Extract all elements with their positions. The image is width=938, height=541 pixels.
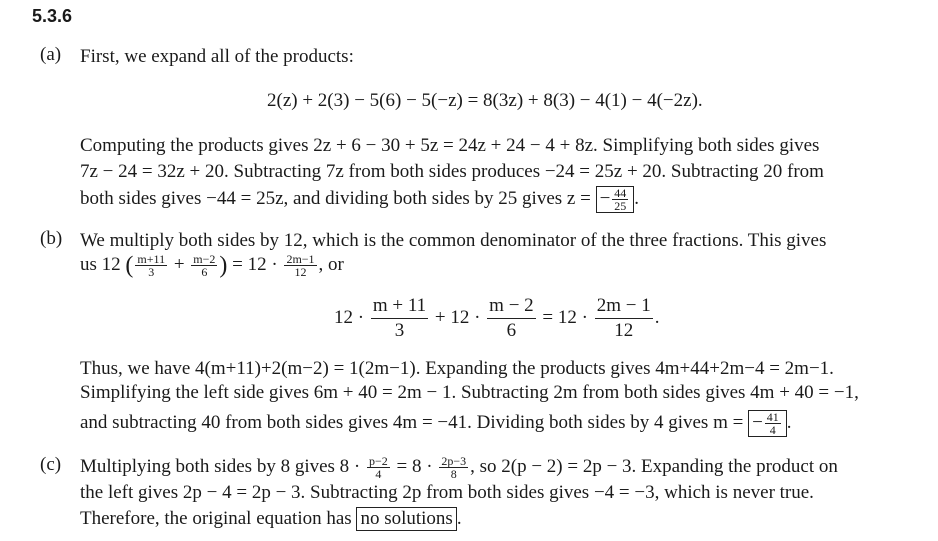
- part-b-line5-row: [80, 410, 916, 437]
- part-b-eq-mid: = 12 ·: [232, 254, 278, 275]
- part-a-line1: Computing the products gives 2z + 6 − 30 + 5z = 24z + 24 − 4 + 8z. Simplifying both sides gives: [80, 135, 820, 156]
- part-b-answer-box: [748, 410, 787, 437]
- part-b-disp-f3-num: 2m − 1: [595, 294, 653, 319]
- part-b-plus: +: [173, 254, 185, 275]
- part-c-mid: = 8 ·: [396, 456, 433, 477]
- part-b-line2-end: , or: [318, 254, 344, 275]
- part-a-line3: both sides gives −44 = 25z, and dividing both sides by 25 gives z =: [80, 188, 591, 209]
- part-b-f1-den: 3: [148, 265, 155, 280]
- part-b-disp-f1-num: m + 11: [371, 294, 428, 319]
- part-b-f1-num: m+11: [137, 252, 166, 267]
- part-c-line3-start: Therefore, the original equation has: [80, 508, 352, 529]
- part-a-equation: 2(z) + 2(3) − 5(6) − 5(−z) = 8(3z) + 8(3) − 4(1) − 4(−2z).: [267, 90, 703, 111]
- part-b-label: (b): [40, 228, 63, 249]
- section-number: 5.3.6: [32, 6, 73, 26]
- part-a-answer-box: [596, 186, 635, 213]
- part-c-f2-den: 8: [450, 467, 457, 482]
- part-a-answer-den: 25: [614, 199, 627, 214]
- part-b-answer-end: .: [786, 412, 792, 433]
- part-b-line2-start: us 12: [80, 254, 121, 275]
- part-b-line3: Thus, we have 4(m+11)+2(m−2) = 1(2m−1). Expanding the products gives 4m+44+2m−4 = 2m−1.: [80, 358, 834, 379]
- part-a-answer-end: .: [634, 188, 640, 209]
- part-b-answer-sign: −: [752, 412, 763, 433]
- part-b-answer-num: 41: [766, 410, 779, 425]
- part-c-line2: the left gives 2p − 4 = 2p − 3. Subtracting 2p from both sides gives −4 = −3, which is never true.: [80, 482, 814, 503]
- part-c-answer-box: no solutions: [356, 507, 456, 531]
- part-a-label: (a): [40, 44, 62, 65]
- part-b-f3-den: 12: [294, 265, 307, 280]
- part-c-answer-end: .: [456, 508, 462, 529]
- part-b-disp-f1-den: 3: [394, 320, 405, 341]
- part-c-line1-end: , so 2(p − 2) = 2p − 3. Expanding the product on: [470, 456, 838, 477]
- part-c-f2-num: 2p−3: [441, 454, 467, 469]
- part-a-intro: First, we expand all of the products:: [80, 46, 354, 67]
- part-c-line3-row: [80, 506, 916, 532]
- part-b-f3-num: 2m−1: [286, 252, 315, 267]
- part-b-disp-c: = 12 ·: [542, 306, 588, 328]
- part-a-line2: 7z − 24 = 32z + 20. Subtracting 7z from both sides produces −24 = 25z + 20. Subtracting 20 from: [80, 161, 824, 182]
- part-c-line1-start: Multiplying both sides by 8 gives 8 ·: [80, 456, 361, 477]
- part-a-answer-num: 44: [614, 186, 627, 201]
- part-c-label: (c): [40, 454, 62, 475]
- part-b-f2-den: 6: [201, 265, 208, 280]
- part-c-f1-den: 4: [375, 467, 382, 482]
- part-b-disp-a: 12 ·: [334, 306, 365, 328]
- part-b-disp-end: .: [654, 306, 660, 328]
- part-b-line1: We multiply both sides by 12, which is the common denominator of the three fractions. This gives: [80, 230, 827, 251]
- part-b-disp-f3-den: 12: [614, 320, 634, 341]
- part-b-line2-row: us 12 ( $\frac{m+11}{3}$ + $\frac{m-2}{6}$ ) = 12 · $\frac{2m-1}{12}$ , or: [80, 252, 344, 280]
- part-a-line3-row: [80, 186, 916, 213]
- part-b-answer-den: 4: [769, 423, 776, 438]
- part-b-f2-num: m−2: [193, 252, 216, 267]
- part-b-disp-f2-num: m − 2: [487, 294, 536, 319]
- part-a-answer-sign: −: [599, 188, 611, 209]
- part-b-line4: Simplifying the left side gives 6m + 40 = 2m − 1. Subtracting 2m from both sides gives 4m + 40 = −1,: [80, 382, 859, 403]
- part-c-line1-row: [80, 454, 916, 480]
- part-b-display-equation: [334, 294, 659, 343]
- part-c-f1-num: p−2: [369, 454, 388, 469]
- part-b-disp-f2-den: 6: [506, 320, 517, 341]
- part-b-line5: and subtracting 40 from both sides gives 4m = −41. Dividing both sides by 4 gives m =: [80, 412, 744, 433]
- part-b-disp-b: + 12 ·: [434, 306, 481, 328]
